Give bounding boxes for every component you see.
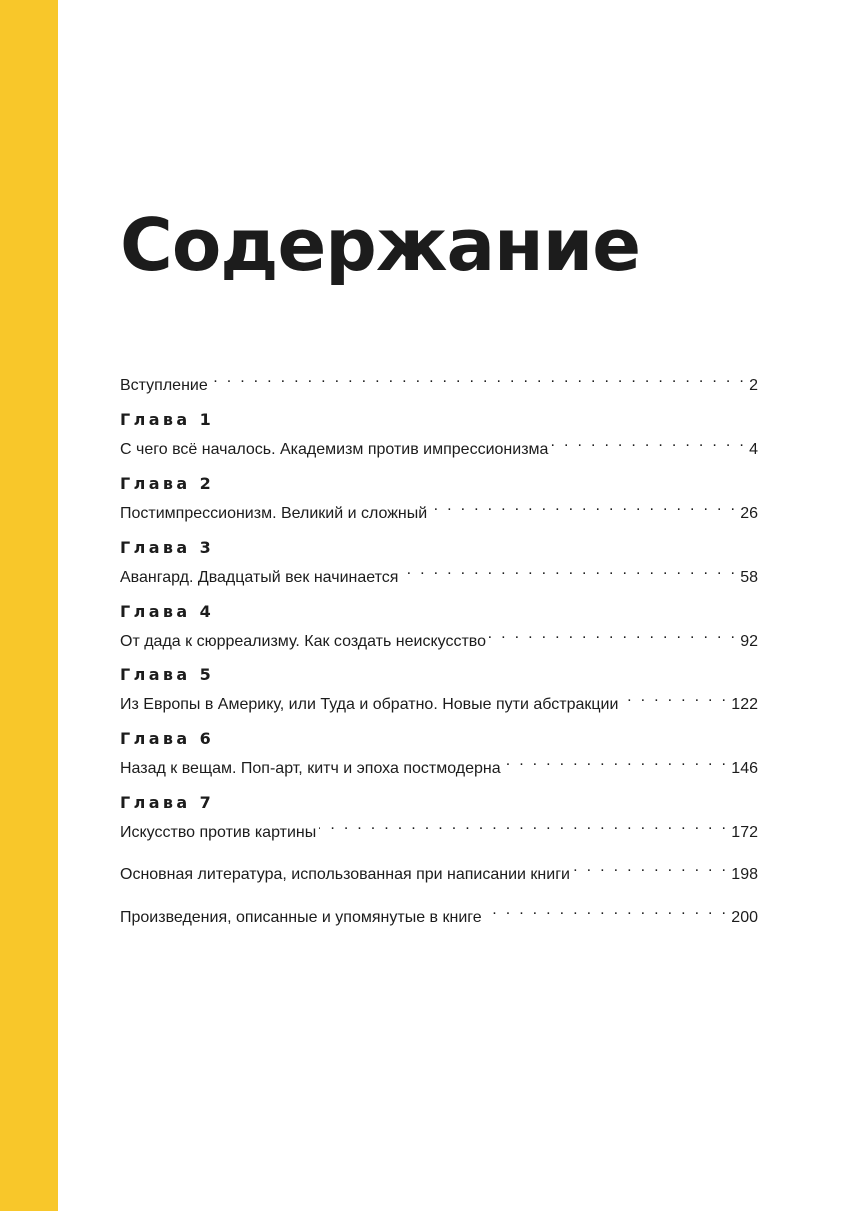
toc-page-number: 2 [749,377,758,394]
toc-row [120,622,758,650]
toc-row [120,558,758,586]
toc-page-number: 146 [731,760,758,777]
toc-entry-bibliography [120,855,758,883]
toc-page-number: 4 [749,441,758,458]
dot-leader [621,685,728,709]
toc-row [120,813,758,841]
toc-entry-text: Произведения, описанные и упомянутые в книге [120,909,482,926]
dot-leader [485,898,729,922]
toc-row [120,494,758,522]
toc-entry-artworks [120,898,758,926]
chapter-label: Глава 3 [120,538,215,557]
toc-entry-text: Искусство против картины [120,824,317,841]
toc-chapter-6 [120,729,758,777]
toc-page-number: 172 [731,824,758,841]
chapter-label: Глава 5 [120,665,215,684]
dot-leader [504,749,729,773]
toc-chapter-3 [120,538,758,586]
toc-entry-text: Основная литература, использованная при написании книги [120,866,570,883]
toc-entry-text: Постимпрессионизм. Великий и сложный [120,505,428,522]
toc-row [120,366,758,394]
toc-page-number: 198 [731,866,758,883]
toc-page-number: 200 [731,909,758,926]
toc-chapter-5 [120,665,758,713]
yellow-side-band [0,0,58,1211]
toc-chapter-4 [120,602,758,650]
toc-entry-text: Авангард. Двадцатый век начинается [120,569,399,586]
chapter-label: Глава 7 [120,793,215,812]
toc-row [120,855,758,883]
page-title: Содержание [120,203,641,287]
toc-entry-intro [120,366,758,394]
chapter-label: Глава 1 [120,410,215,429]
dot-leader [551,430,746,454]
toc-row [120,430,758,458]
toc-entry-text: Назад к вещам. Поп-арт, китч и эпоха постмодерна [120,760,501,777]
toc-page-number: 58 [740,569,758,586]
dot-leader [211,366,746,390]
toc-entry-text: Вступление [120,377,208,394]
dot-leader [573,855,728,879]
toc-row [120,685,758,713]
chapter-label: Глава 4 [120,602,215,621]
toc-row [120,749,758,777]
dot-leader [430,494,737,518]
toc-page-number: 122 [731,696,758,713]
toc-entry-text: С чего всё началось. Академизм против импрессионизма [120,441,549,458]
toc-chapter-2 [120,474,758,522]
toc-row [120,898,758,926]
toc-page-number: 26 [740,505,758,522]
toc-entry-text: Из Европы в Америку, или Туда и обратно. Новые пути абстракции [120,696,619,713]
dot-leader [401,558,737,582]
toc-chapter-7 [120,793,758,841]
dot-leader [319,813,728,837]
toc-chapter-1 [120,410,758,458]
toc-page-number: 92 [740,633,758,650]
dot-leader [489,622,737,646]
chapter-label: Глава 6 [120,729,215,748]
chapter-label: Глава 2 [120,474,215,493]
toc-entry-text: От дада к сюрреализму. Как создать неискусство [120,633,487,650]
